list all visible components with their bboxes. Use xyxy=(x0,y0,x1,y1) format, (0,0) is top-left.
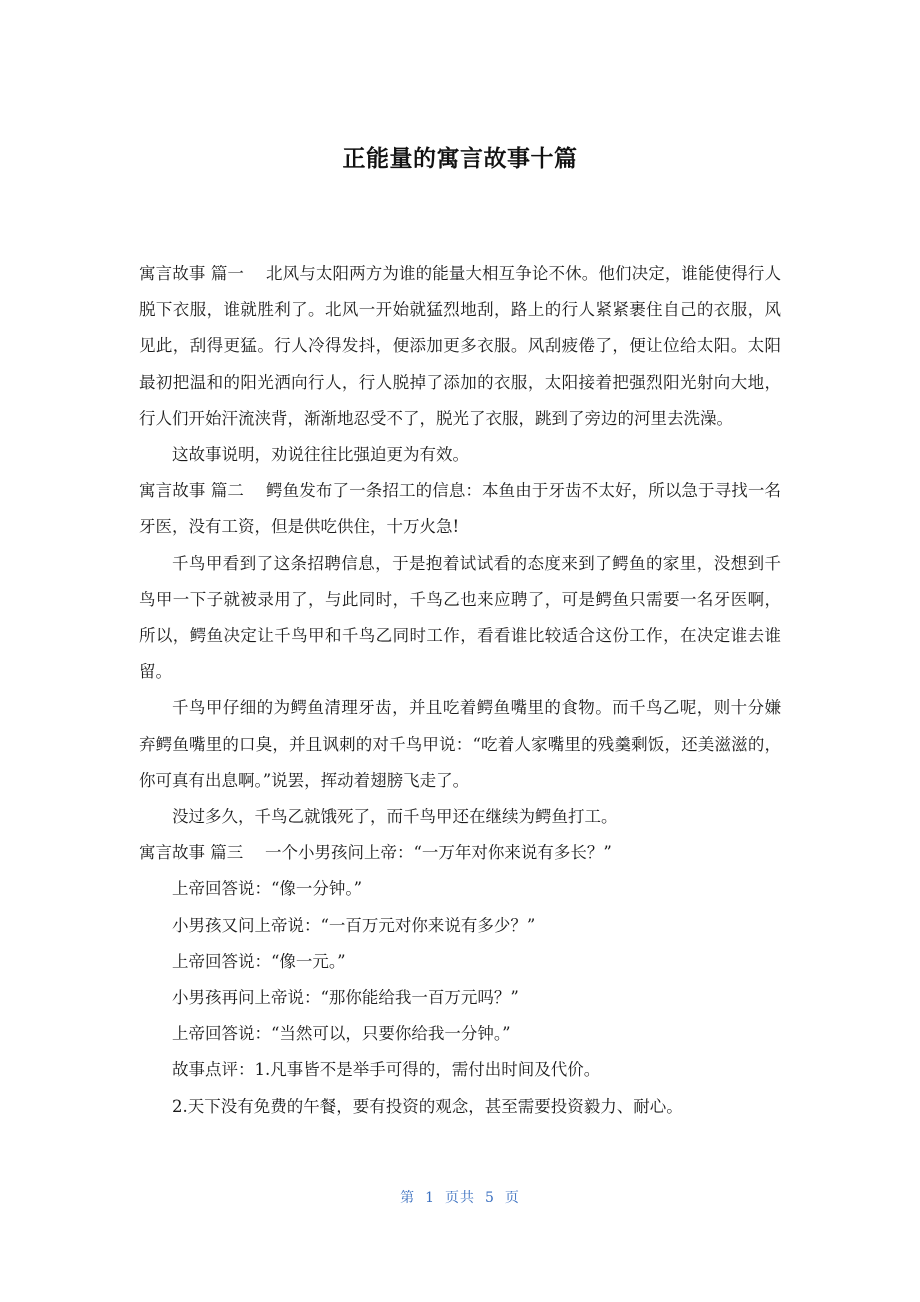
section-heading: 寓言故事 篇三 xyxy=(139,843,244,863)
footer-prefix: 第 xyxy=(400,1190,416,1206)
paragraph-text: 北风与太阳两方为谁的能量大相互争论不休。他们决定，谁能使得行人脱下衣服，谁就胜利了。北风一开始就猛烈地刮，路上的行人紧紧裹住自己的衣服，风见此，刮得更猛。行人冷得发抖，便添加更多衣服。风刮疲倦了，便让位给太阳。太阳最初把温和的阳光洒向行人，行人脱掉了添加的衣服，太阳接着把强烈阳光射向大地，行人们开始汗流浃背，渐渐地忍受不了，脱光了衣服，跳到了旁边的河里去洗澡。 xyxy=(139,264,782,428)
document-title: 正能量的寓言故事十篇 xyxy=(342,146,578,172)
paragraph: 上帝回答说：“像一分钟。” xyxy=(172,879,363,899)
paragraph xyxy=(139,835,781,871)
paragraph xyxy=(139,473,781,545)
footer-suffix: 页 xyxy=(504,1190,520,1206)
paragraph xyxy=(139,256,781,437)
section-heading: 寓言故事 篇一 xyxy=(139,264,245,283)
paragraph: 2.天下没有免费的午餐，要有投资的观念，甚至需要投资毅力、耐心。 xyxy=(172,1096,683,1116)
footer-mid: 页共 xyxy=(445,1190,475,1206)
total-pages-number: 5 xyxy=(485,1190,495,1206)
paragraph: 上帝回答说：“当然可以，只要你给我一分钟。” xyxy=(172,1024,511,1044)
current-page-number: 1 xyxy=(425,1190,435,1206)
paragraph: 千鸟甲看到了这条招聘信息，于是抱着试试看的态度来到了鳄鱼的家里，没想到千鸟甲一下子就被录用了，与此同时，千鸟乙也来应聘了，可是鳄鱼只需要一名牙医啊，所以，鳄鱼决定让千鸟甲和千鸟乙同时工作，看看谁比较适合这份工作，在决定谁去谁留。 xyxy=(139,553,781,682)
paragraph: 这故事说明，劝说往往比强迫更为有效。 xyxy=(172,445,469,465)
paragraph: 没过多久，千鸟乙就饿死了，而千鸟甲还在继续为鳄鱼打工。 xyxy=(172,807,618,827)
section-heading: 寓言故事 篇二 xyxy=(139,481,245,501)
document-body xyxy=(139,256,781,1125)
page-footer xyxy=(0,1187,920,1207)
paragraph: 小男孩又问上帝说：“一百万元对你来说有多少？” xyxy=(172,915,536,935)
paragraph: 千鸟甲仔细的为鳄鱼清理牙齿，并且吃着鳄鱼嘴里的食物。而千鸟乙呢，则十分嫌弃鳄鱼嘴里的口臭，并且讽刺的对千鸟甲说：“吃着人家嘴里的残羹剩饭，还美滋滋的，你可真有出息啊。”说罢，挥动着翅膀飞走了。 xyxy=(139,698,781,790)
paragraph-text: 鳄鱼发布了一条招工的信息：本鱼由于牙齿不太好，所以急于寻找一名牙医，没有工资，但是供吃供住，十万火急! xyxy=(139,481,782,537)
paragraph: 上帝回答说：“像一元。” xyxy=(172,951,346,971)
paragraph-text: 一个小男孩问上帝：“一万年对你来说有多长？” xyxy=(265,843,612,863)
paragraph: 故事点评：1.凡事皆不是举手可得的，需付出时间及代价。 xyxy=(172,1060,601,1080)
paragraph: 小男孩再问上帝说：“那你能给我一百万元吗？” xyxy=(172,988,519,1008)
